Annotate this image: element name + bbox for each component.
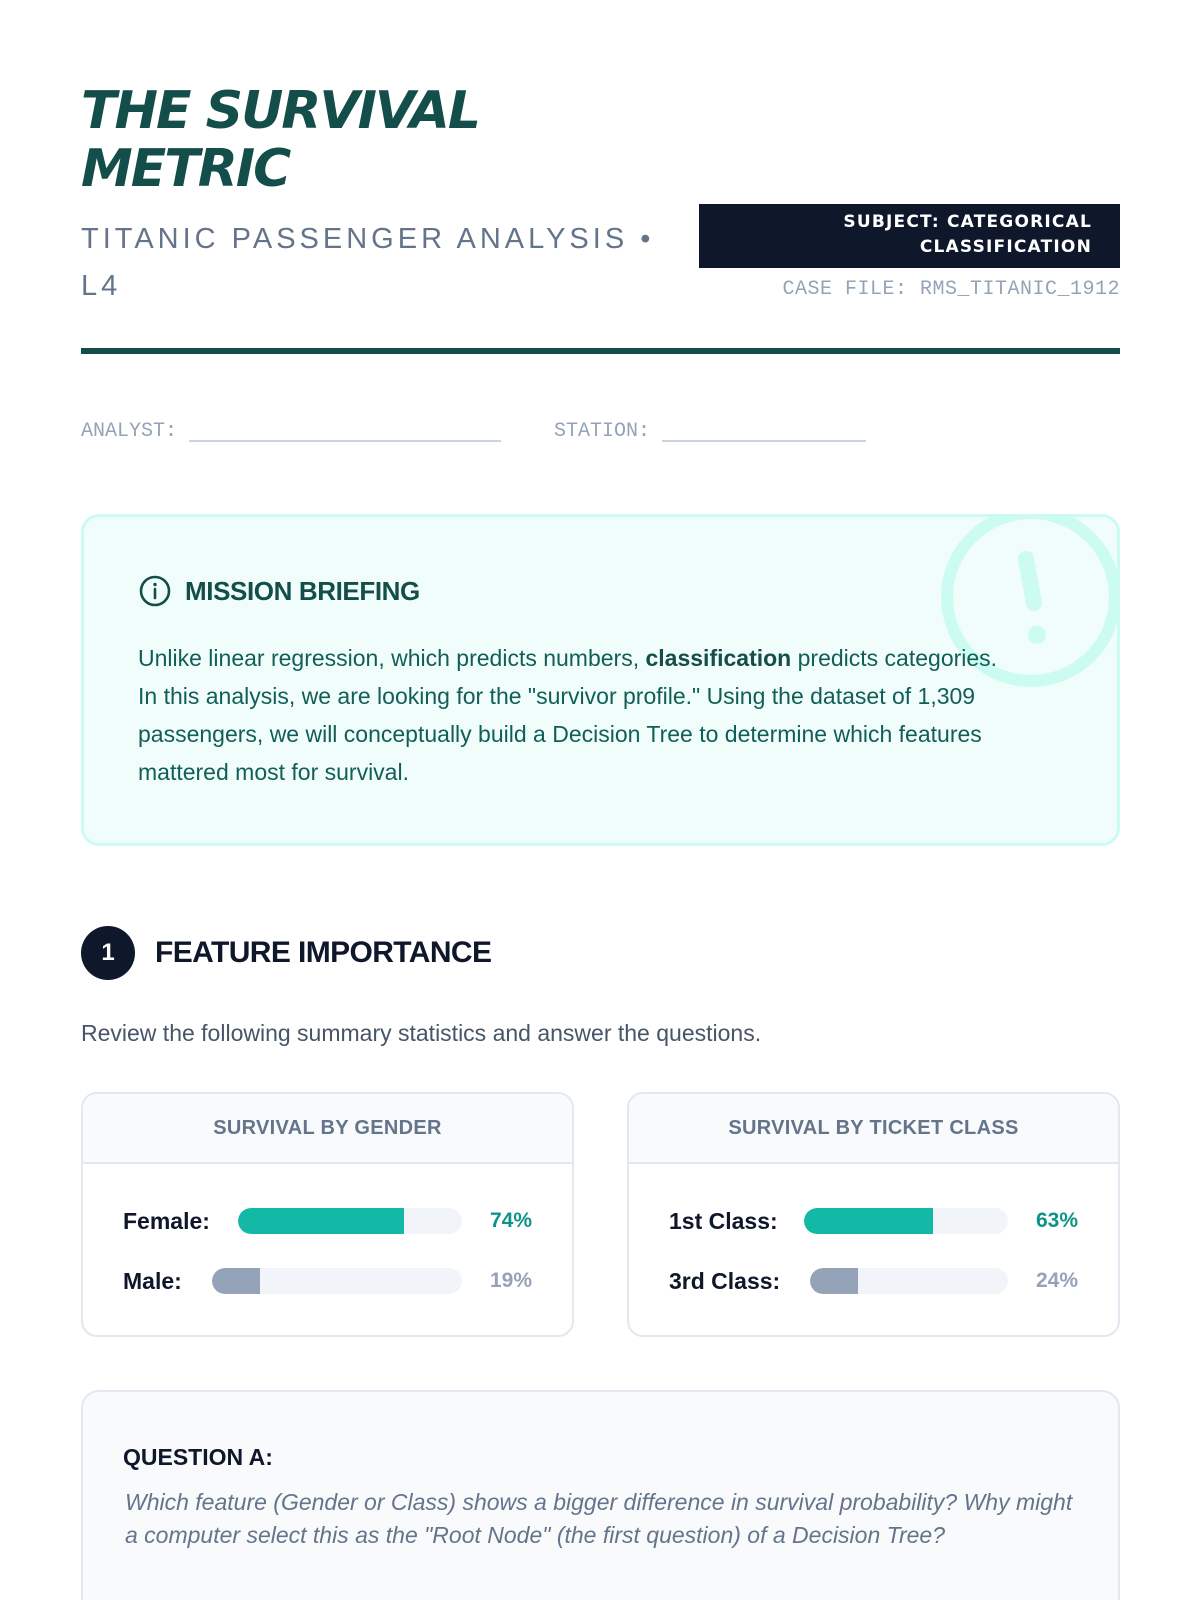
mission-briefing-card bbox=[81, 514, 1120, 846]
section-header bbox=[81, 926, 491, 980]
briefing-keyword: classification bbox=[645, 645, 792, 671]
briefing-body bbox=[138, 639, 1018, 791]
question-text: Which feature (Gender or Class) shows a bigger difference in survival probability? Why might a computer select this as the "Root Node" (the first question) of a Decision Tree? bbox=[125, 1489, 1073, 1548]
stat-bar-fill bbox=[238, 1208, 404, 1234]
briefing-header bbox=[138, 573, 420, 609]
stat-bar-track bbox=[804, 1208, 1008, 1234]
stat-bar-track bbox=[810, 1268, 1008, 1294]
stat-value: 19% bbox=[489, 1269, 532, 1292]
student-fields bbox=[81, 416, 1120, 446]
briefing-title: MISSION BRIEFING bbox=[185, 575, 420, 606]
stat-bar-track bbox=[238, 1208, 462, 1234]
analyst-field[interactable] bbox=[189, 440, 501, 442]
stat-row-first-class bbox=[669, 1206, 1078, 1236]
stat-bar-fill bbox=[212, 1268, 260, 1294]
worksheet-header bbox=[81, 82, 1120, 354]
ticket-class-stat-card bbox=[627, 1092, 1120, 1337]
case-file-label: CASE FILE: RMS_TITANIC_1912 bbox=[782, 278, 1120, 301]
stat-row-male bbox=[123, 1266, 532, 1296]
stat-label: Male: bbox=[123, 1268, 182, 1294]
step-number-badge: 1 bbox=[81, 926, 135, 980]
briefing-text-start: Unlike linear regression, which predicts numbers, bbox=[138, 645, 646, 671]
page-subtitle: TITANIC PASSENGER ANALYSIS • L4 bbox=[81, 223, 655, 302]
station-label: STATION: bbox=[554, 420, 651, 443]
question-label: QUESTION A: bbox=[123, 1444, 273, 1470]
header-divider bbox=[81, 348, 1120, 354]
stat-card-title: SURVIVAL BY TICKET CLASS bbox=[629, 1094, 1118, 1164]
stat-row-female bbox=[123, 1206, 532, 1236]
subject-badge: SUBJECT: CATEGORICAL CLASSIFICATION bbox=[699, 204, 1120, 268]
analyst-label: ANALYST: bbox=[81, 420, 178, 443]
stat-value: 24% bbox=[1035, 1269, 1078, 1292]
stat-bar-fill bbox=[804, 1208, 933, 1234]
stat-label: 3rd Class: bbox=[669, 1268, 781, 1294]
question-a-card bbox=[81, 1390, 1120, 1600]
page-title: THE SURVIVAL METRIC bbox=[81, 81, 480, 199]
stat-value: 74% bbox=[489, 1209, 532, 1232]
section-title: FEATURE IMPORTANCE bbox=[155, 936, 492, 969]
stat-bar-track bbox=[212, 1268, 462, 1294]
briefing-text-end: predicts categories. In this analysis, we are looking for the "survivor profile." Using the dataset of 1,309 passengers, we will conceptually build a Decision Tree to determine which features mattered most for survival. bbox=[138, 645, 998, 785]
info-icon bbox=[138, 574, 172, 608]
stat-row-third-class bbox=[669, 1266, 1078, 1296]
station-field[interactable] bbox=[662, 440, 866, 442]
stat-label: 1st Class: bbox=[669, 1208, 778, 1234]
gender-stat-card bbox=[81, 1092, 574, 1337]
stat-label: Female: bbox=[123, 1208, 210, 1234]
worksheet-page bbox=[81, 0, 1120, 1600]
stat-value: 63% bbox=[1035, 1209, 1078, 1232]
stat-bar-fill bbox=[810, 1268, 858, 1294]
section-instruction: Review the following summary statistics and answer the questions. bbox=[81, 1020, 762, 1046]
stat-card-title: SURVIVAL BY GENDER bbox=[83, 1094, 572, 1164]
